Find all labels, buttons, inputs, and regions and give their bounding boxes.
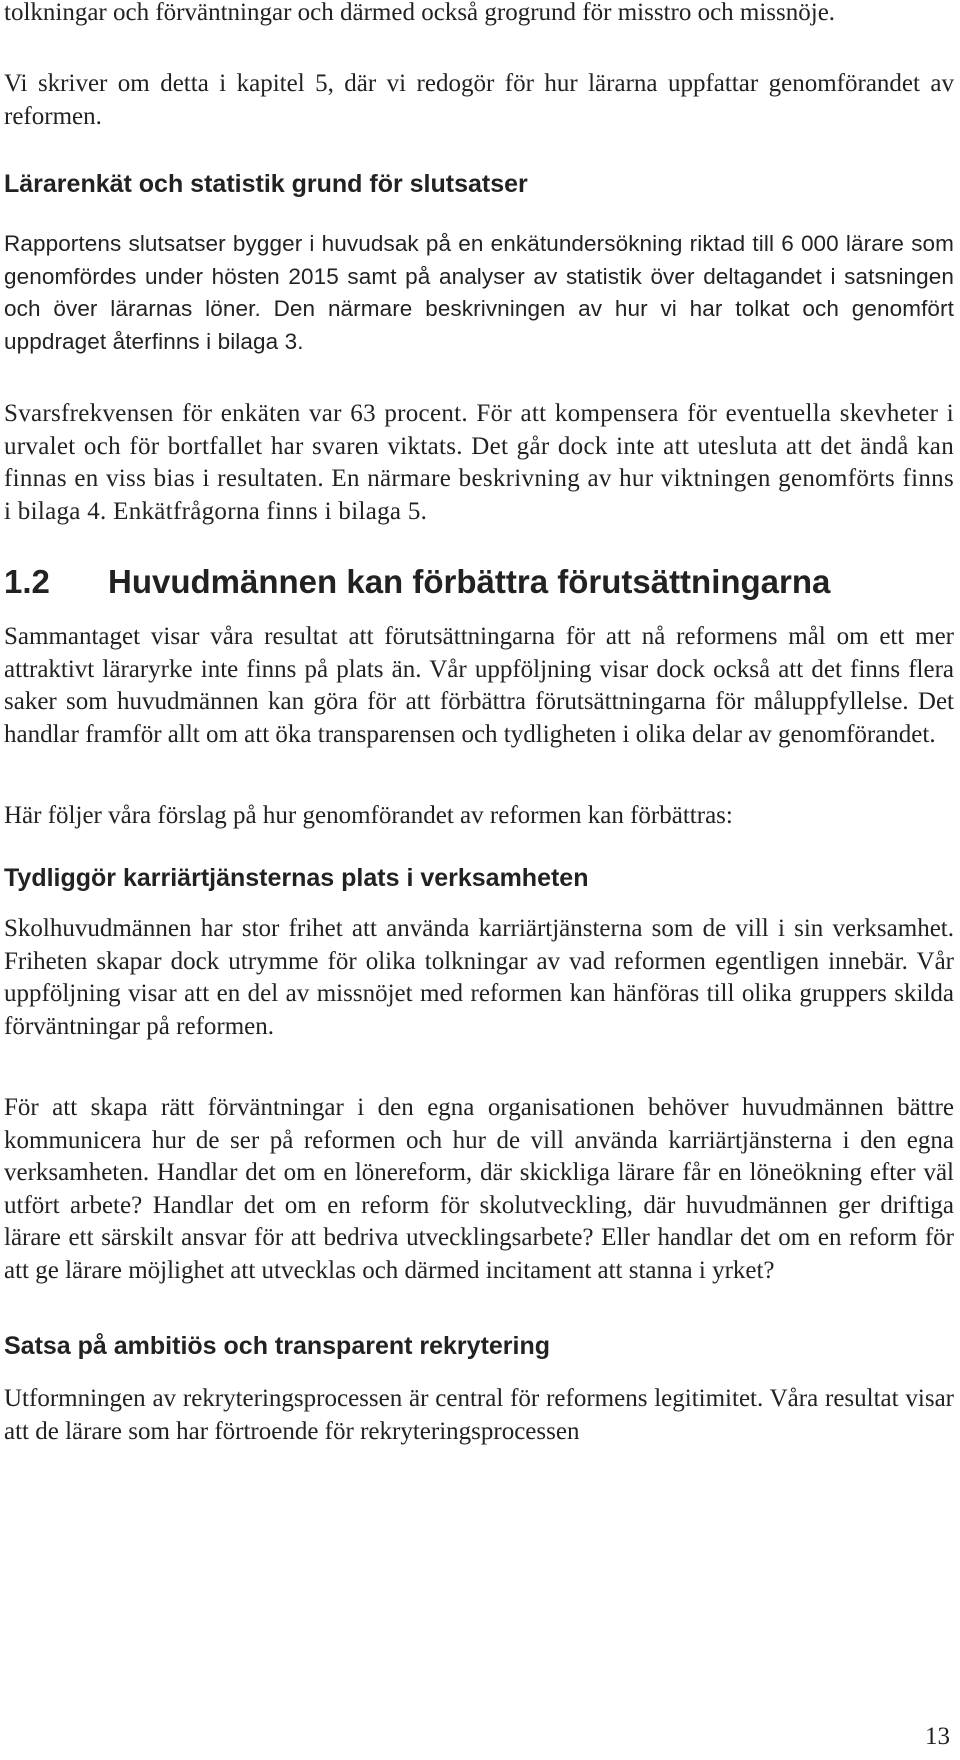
paragraph-survey-basis: Rapportens slutsatser bygger i huvudsak på en enkätundersökning riktad till 6 000 lärare som genomfördes under hösten 2015 samt på analyser av statistik över deltagandet i satsningen och över lärarnas löner. Den närmare beskrivningen av hur vi har tolkat och genomfört uppdraget återfinns i bilaga 3. (4, 231, 954, 354)
paragraph-chapter-reference: Vi skriver om detta i kapitel 5, där vi redogör för hur lärarna uppfattar genomförandet av reformen. (4, 70, 954, 130)
paragraph-recruitment: Utformningen av rekryteringsprocessen är central för reformens legitimitet. Våra resultat visar att de lärare som har förtroende för rekryteringsprocessen (4, 1385, 954, 1445)
paragraph-summary: Sammantaget visar våra resultat att förutsättningarna för att nå reformens mål om ett mer attraktivt läraryrke inte finns på plats än. Vår uppföljning visar dock också att det finns flera saker som huvudmännen kan göra för att förbättra förutsättningarna för måluppfyllelse. Det handlar framför allt om att öka transparensen och tydligheten i olika delar av genomförandet. (4, 623, 954, 748)
paragraph-intro: tolkningar och förväntningar och därmed också grogrund för misstro och missnöje. (4, 0, 836, 26)
paragraph-expectations: För att skapa rätt förväntningar i den egna organisationen behöver huvudmännen bättre kommunicera hur de ser på reformen och hur de vill använda karriärtjänsterna i den egna verksamheten. Handlar det om en lönereform, där skickliga lärare får en löneökning efter väl utfört arbete? Handlar det om en reform för skolutveckling, där huvudmännen ger driftiga lärare ett särskilt ansvar för att bedriva utvecklingsarbete? Eller handlar det om en reform för att ge lärare möjlighet att utvecklas och därmed incitament att stanna i yrket? (4, 1094, 954, 1284)
paragraph-freedom: Skolhuvudmännen har stor frihet att använda karriärtjänsterna som de vill i sin verksamhet. Friheten skapar dock utrymme för olika tolkningar av vad reformen egentligen innebär. Vår uppföljning visar att en del av missnöjet med reformen kan hänföras till olika gruppers skilda förväntningar på reformen. (4, 915, 954, 1040)
paragraph-response-rate: Svarsfrekvensen för enkäten var 63 procent. För att kompensera för eventuella skevheter i urvalet och för bortfallet har svaren viktats. Det går dock inte att utesluta att det ändå kan finnas en viss bias i resultaten. En närmare beskrivning av hur viktningen genomförts finns i bilaga 4. Enkätfrågorna finns i bilaga 5. (4, 400, 954, 525)
subheading-survey: Lärarenkät och statistik grund för slutsatser (4, 170, 528, 198)
subheading-career-roles: Tydliggör karriärtjänsternas plats i verksamheten (4, 864, 589, 892)
paragraph-proposals-intro: Här följer våra förslag på hur genomförandet av reformen kan förbättras: (4, 802, 733, 829)
subheading-recruitment: Satsa på ambitiös och transparent rekrytering (4, 1332, 551, 1360)
section-number: 1.2 (4, 563, 50, 600)
page-number: 13 (925, 1723, 950, 1750)
section-heading (4, 563, 830, 601)
section-title: Huvudmännen kan förbättra förutsättningarna (108, 563, 831, 600)
